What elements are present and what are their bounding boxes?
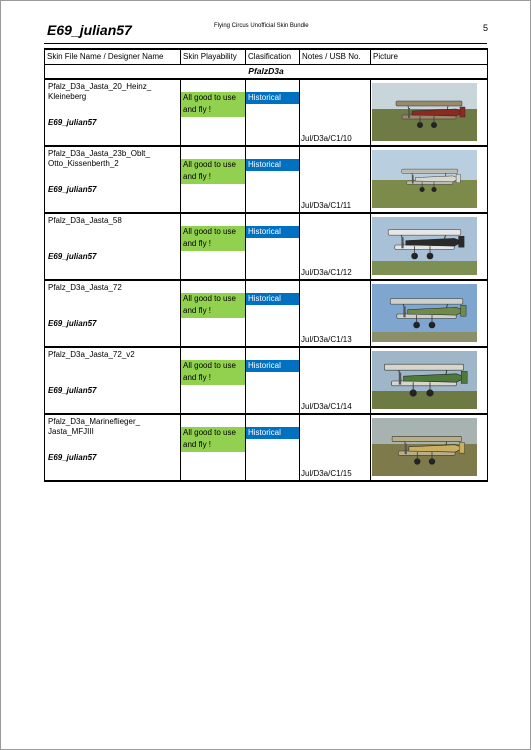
skin-file-name: Pfalz_D3a_Marineflieger_ Jasta_MFJIII (48, 417, 141, 436)
playability-cell (181, 347, 246, 414)
classification-badge: Historical (246, 159, 299, 171)
section-title: PfalzD3a (45, 65, 488, 80)
usb-number: Jul/D3a/C1/15 (301, 469, 352, 478)
picture-cell (371, 280, 488, 347)
table-row (45, 213, 488, 280)
skin-picture-plane-green-field (372, 351, 477, 409)
designer-name: E69_julian57 (48, 252, 97, 261)
skin-name-cell (45, 414, 181, 481)
designer-title: E69_julian57 (47, 22, 132, 38)
column-header-classification: Clasification (246, 49, 300, 65)
skin-name-cell (45, 347, 181, 414)
designer-name: E69_julian57 (48, 319, 97, 328)
playability-badge: All good to use and fly ! (181, 293, 245, 318)
designer-name: E69_julian57 (48, 386, 97, 395)
notes-cell (300, 347, 371, 414)
classification-badge: Historical (246, 360, 299, 372)
notes-cell (300, 280, 371, 347)
classification-cell (246, 280, 300, 347)
designer-name: E69_julian57 (48, 118, 97, 127)
playability-badge: All good to use and fly ! (181, 360, 245, 385)
skin-file-name: Pfalz_D3a_Jasta_58 (48, 216, 122, 225)
classification-badge: Historical (246, 92, 299, 104)
table-row (45, 347, 488, 414)
skin-file-name: Pfalz_D3a_Jasta_23b_Oblt_ Otto_Kissenberth_2 (48, 149, 150, 168)
playability-badge: All good to use and fly ! (181, 159, 245, 184)
column-header-notes: Notes / USB No. (300, 49, 371, 65)
designer-name: E69_julian57 (48, 453, 97, 462)
classification-cell (246, 213, 300, 280)
playability-badge: All good to use and fly ! (181, 226, 245, 251)
column-header-skin-name: Skin File Name / Designer Name (45, 49, 181, 65)
skin-name-cell (45, 213, 181, 280)
playability-cell (181, 213, 246, 280)
header-rule (44, 43, 487, 44)
table-row (45, 414, 488, 481)
playability-badge: All good to use and fly ! (181, 427, 245, 452)
table-row (45, 79, 488, 146)
skin-picture-plane-green-sky (372, 284, 477, 342)
usb-number: Jul/D3a/C1/10 (301, 134, 352, 143)
section-row (45, 65, 488, 80)
table-header-row (45, 49, 488, 65)
playability-cell (181, 146, 246, 213)
picture-cell (371, 213, 488, 280)
playability-badge: All good to use and fly ! (181, 92, 245, 117)
skin-picture-plane-red-fuselage (372, 83, 477, 141)
notes-cell (300, 213, 371, 280)
skin-picture-plane-black-white (372, 217, 477, 275)
playability-cell (181, 79, 246, 146)
skin-picture-plane-on-field (372, 150, 477, 208)
classification-badge: Historical (246, 293, 299, 305)
playability-cell (181, 414, 246, 481)
classification-badge: Historical (246, 427, 299, 439)
skin-name-cell (45, 146, 181, 213)
notes-cell (300, 79, 371, 146)
skin-file-name: Pfalz_D3a_Jasta_72 (48, 283, 122, 292)
classification-cell (246, 414, 300, 481)
classification-cell (246, 347, 300, 414)
skin-table (44, 48, 488, 482)
usb-number: Jul/D3a/C1/13 (301, 335, 352, 344)
column-header-playability: Skin Playability (181, 49, 246, 65)
designer-name: E69_julian57 (48, 185, 97, 194)
table-row (45, 146, 488, 213)
picture-cell (371, 347, 488, 414)
playability-cell (181, 280, 246, 347)
classification-cell (246, 146, 300, 213)
skin-picture-plane-yellow-field (372, 418, 477, 476)
column-header-picture: Picture (371, 49, 488, 65)
skin-file-name: Pfalz_D3a_Jasta_20_Heinz_ Kleineberg (48, 82, 152, 101)
usb-number: Jul/D3a/C1/14 (301, 402, 352, 411)
table-row (45, 280, 488, 347)
usb-number: Jul/D3a/C1/12 (301, 268, 352, 277)
picture-cell (371, 79, 488, 146)
picture-cell (371, 146, 488, 213)
notes-cell (300, 414, 371, 481)
bundle-title: Flying Circus Unofficial Skin Bundle (214, 23, 309, 29)
skin-name-cell (45, 79, 181, 146)
usb-number: Jul/D3a/C1/11 (301, 201, 352, 210)
picture-cell (371, 414, 488, 481)
classification-cell (246, 79, 300, 146)
skin-file-name: Pfalz_D3a_Jasta_72_v2 (48, 350, 135, 359)
notes-cell (300, 146, 371, 213)
classification-badge: Historical (246, 226, 299, 238)
page-number: 5 (483, 23, 489, 33)
skin-name-cell (45, 280, 181, 347)
